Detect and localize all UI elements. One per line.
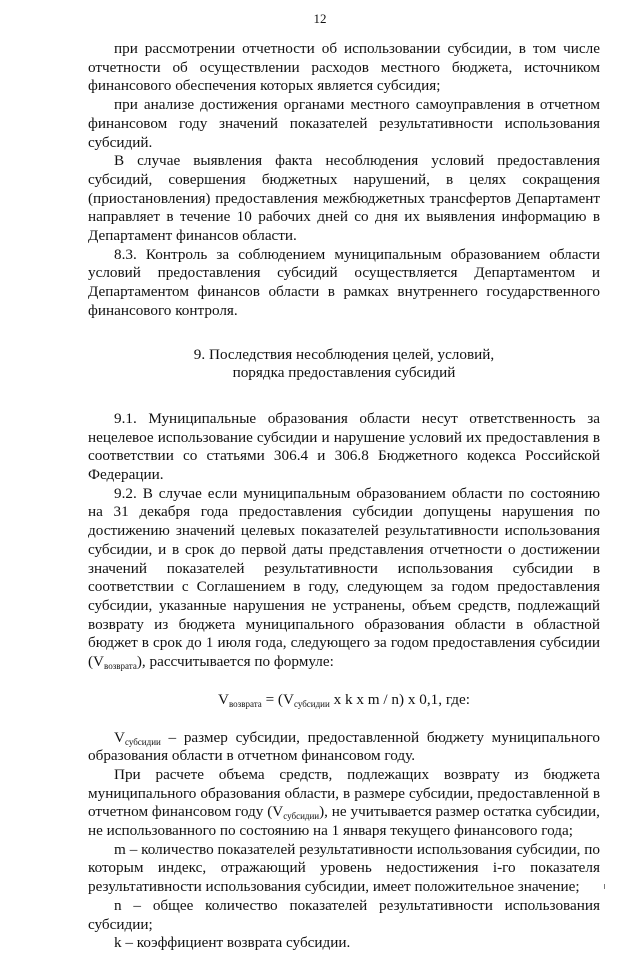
formula-v: V	[218, 690, 229, 708]
v-return-subscript: возврата	[104, 661, 137, 672]
paragraph-violation: В случае выявления факта несоблюдения условий предоставления субсидий, совершения бюджетных нарушений, в целях сокращения (приостановления) предоставления межбюджетных трансфертов Департамент направляет в течение 10 рабочих дней со дня их выявления информацию в Департамент финансов области.	[88, 152, 600, 245]
paragraph-calculation-text2: ), не учитывается размер остатка субсидии, не использованного по состоянию на 1 января текущего финансового года;	[88, 803, 600, 840]
paragraph-reporting: при рассмотрении отчетности об использовании субсидии, в том числе отчетности об осуществлении расходов местного бюджета, источником финансового обеспечения которых является субсидия;	[88, 40, 600, 95]
document-body	[88, 40, 600, 953]
formula	[88, 691, 600, 710]
formula-sub-return: возврата	[228, 698, 262, 709]
definition-v-subsidy	[88, 729, 600, 766]
definition-v-text: – размер субсидии, предоставленной бюджету муниципального образования области в отчетном финансовом году.	[88, 728, 600, 765]
paragraph-calculation-sub: субсидии	[283, 811, 320, 822]
paragraph-9-2-text: 9.2. В случае если муниципальным образованием области по состоянию на 31 декабря года предоставления субсидии допущены нарушения по достижению значений целевых показателей результативности использования субсидии, и в срок до первой даты представления отчетности о достижении значений показателей результативности использования субсидии в соответствии с Соглашением в году, следующем за годом предоставления субсидии, указанные нарушения не устранены, объем средств, подлежащий возврату из бюджета муниципального образования области в областной бюджет в срок до 1 июля года, следующего за годом предоставления субсидии (V	[88, 484, 600, 671]
section-heading	[88, 346, 600, 383]
page-number: 12	[313, 11, 327, 26]
definition-v: V	[114, 728, 125, 746]
paragraph-9-2	[88, 485, 600, 672]
section-heading-line2: порядка предоставления субсидий	[232, 364, 456, 382]
definition-m: m – количество показателей результативности использования субсидии, по которым индекс, отражающий уровень недостижения i-го показателя результативности использования субсидии, имеет положительное значение;	[88, 840, 600, 896]
formula-sub-subsidy: субсидии	[293, 698, 330, 709]
paragraph-calculation	[88, 766, 600, 841]
definition-k: k – коэффициент возврата субсидии.	[114, 934, 351, 952]
section-heading-line1: 9. Последствия несоблюдения целей, условий,	[193, 345, 495, 363]
definition-n: n – общее количество показателей результативности использования субсидии;	[88, 896, 600, 933]
formula-mid: = (V	[261, 690, 294, 708]
scan-mark	[604, 884, 605, 889]
paragraph-analysis: при анализе достижения органами местного самоуправления в отчетном финансовом году значений показателей результативности использования субсидий.	[88, 96, 600, 151]
formula-tail: x k x m / n) x 0,1, где:	[329, 690, 470, 708]
paragraph-9-1: 9.1. Муниципальные образования области несут ответственность за нецелевое использование субсидии и нарушение условий их предоставления в соответствии со статьями 306.4 и 306.8 Бюджетного кодекса Российской Федерации.	[88, 409, 600, 484]
definition-v-sub: субсидии	[124, 736, 161, 747]
paragraph-8-3: 8.3. Контроль за соблюдением муниципальным образованием области условий предоставления субсидий осуществляется Департаментом и Департаментом финансов области в рамках внутреннего государственного финансового контроля.	[88, 245, 600, 319]
paragraph-calculation-text1: При расчете объема средств, подлежащих возврату из бюджета муниципального образования области, в размере субсидии, предоставленной в отчетном финансовом году (V	[88, 765, 600, 821]
paragraph-9-2-end: ), рассчитывается по формуле:	[136, 653, 334, 671]
